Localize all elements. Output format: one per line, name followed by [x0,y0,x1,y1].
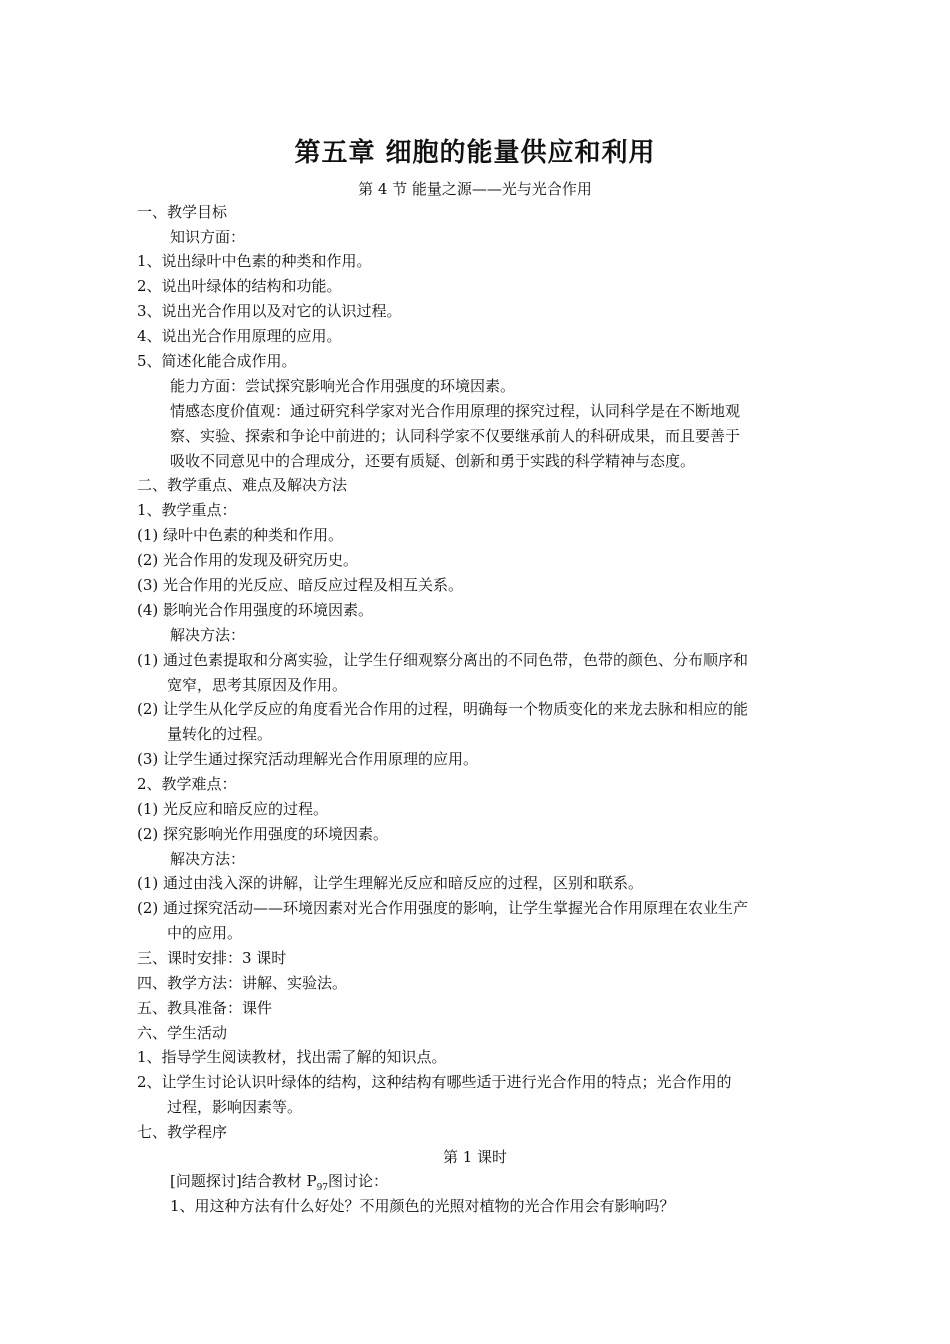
list-item-continuation: 宽窄，思考其原因及作用。 [167,676,348,694]
heading-key-points: 二、教学重点、难点及解决方法 [137,476,348,494]
heading-methods: 四、教学方法：讲解、实验法。 [137,974,348,992]
list-item: (2) 光合作用的发现及研究历史。 [137,551,359,569]
list-item: (1) 光反应和暗反应的过程。 [137,800,329,818]
lesson-heading: 第 1 课时 [442,1148,508,1166]
list-item: (3) 让学生通过探究活动理解光合作用原理的应用。 [137,750,479,768]
heading-materials: 五、教具准备：课件 [137,999,273,1017]
list-item: (4) 影响光合作用强度的环境因素。 [137,601,374,619]
list-item-continuation: 过程，影响因素等。 [167,1098,303,1116]
knowledge-label: 知识方面： [170,228,246,246]
list-item: 5、简述化能合成作用。 [137,352,297,370]
heading-procedure: 七、教学程序 [137,1123,228,1141]
list-item: 1、指导学生阅读教材，找出需了解的知识点。 [137,1048,447,1066]
heading-objectives: 一、教学目标 [137,203,228,221]
problem-discussion [170,1171,388,1198]
heading-schedule: 三、课时安排：3 课时 [137,949,287,967]
list-item: (2) 探究影响光作用强度的环境因素。 [137,825,389,843]
section-subtitle: 第 4 节 能量之源——光与光合作用 [358,180,592,198]
problem-discussion-text: [问题探讨]结合教材 P [170,1172,317,1190]
list-item: 1、说出绿叶中色素的种类和作用。 [137,252,372,270]
attitude-text-3: 吸收不同意见中的合理成分，还要有质疑、创新和勇于实践的科学精神与态度。 [170,452,696,470]
attitude-text-2: 察、实验、探索和争论中前进的；认同科学家不仅要继承前人的科研成果，而且要善于 [170,427,741,445]
solution-label: 解决方法： [170,850,246,868]
list-item: (1) 通过色素提取和分离实验，让学生仔细观察分离出的不同色带，色带的颜色、分布顺序和 [137,651,749,669]
problem-discussion-text-end: 图讨论： [328,1172,389,1190]
attitude-text-1: 情感态度价值观：通过研究科学家对光合作用原理的探究过程，认同科学是在不断地观 [170,402,741,420]
chapter-title: 第五章 细胞的能量供应和利用 [294,138,656,168]
list-item-continuation: 中的应用。 [167,924,243,942]
list-item: (2) 通过探究活动——环境因素对光合作用强度的影响，让学生掌握光合作用原理在农业生产 [137,899,749,917]
list-item: (1) 通过由浅入深的讲解，让学生理解光反应和暗反应的过程，区别和联系。 [137,874,644,892]
sub-heading: 2、教学难点： [137,775,237,793]
discussion-question: 1、用这种方法有什么好处？不用颜色的光照对植物的光合作用会有影响吗？ [170,1197,675,1215]
heading-activities: 六、学生活动 [137,1024,228,1042]
page-subscript: 97 [316,1183,329,1193]
list-item: (3) 光合作用的光反应、暗反应过程及相互关系。 [137,576,464,594]
list-item: (1) 绿叶中色素的种类和作用。 [137,526,344,544]
solution-label: 解决方法： [170,626,246,644]
list-item: (2) 让学生从化学反应的角度看光合作用的过程，明确每一个物质变化的来龙去脉和相应的能 [137,700,749,718]
list-item: 3、说出光合作用以及对它的认识过程。 [137,302,402,320]
sub-heading: 1、教学重点： [137,501,237,519]
list-item: 2、说出叶绿体的结构和功能。 [137,277,342,295]
list-item-continuation: 量转化的过程。 [167,725,273,743]
ability-text: 能力方面：尝试探究影响光合作用强度的环境因素。 [170,377,516,395]
list-item: 2、让学生讨论认识叶绿体的结构，这种结构有哪些适于进行光合作用的特点；光合作用的 [137,1073,732,1091]
list-item: 4、说出光合作用原理的应用。 [137,327,342,345]
